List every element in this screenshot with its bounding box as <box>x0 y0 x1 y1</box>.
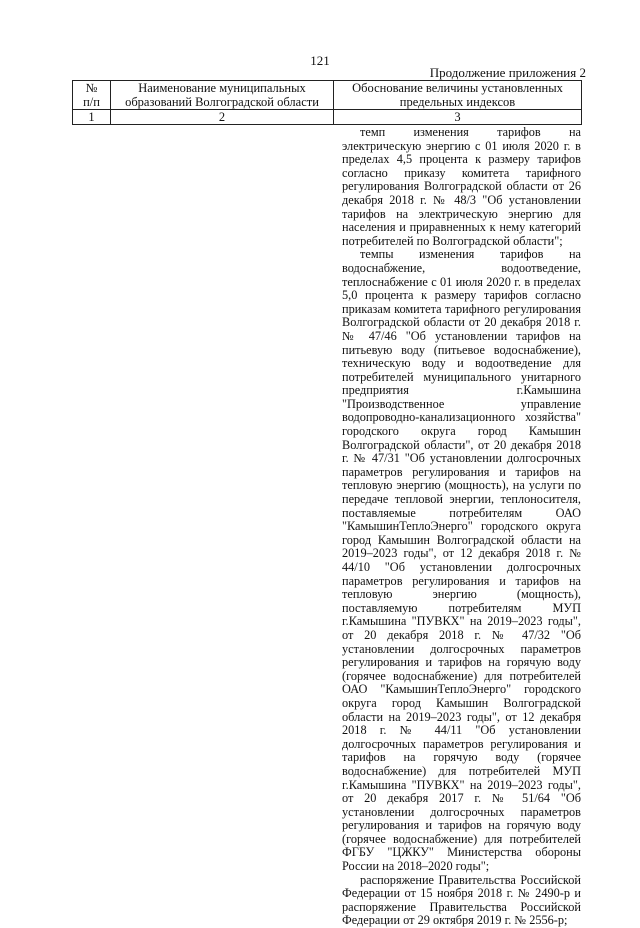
header-cell-justification <box>334 81 582 110</box>
paragraph-water-heat-tariffs: темпы изменения тарифов на водоснабжение, водоотведение, теплоснабжение с 01 июля 2020 г. в пределах 5,0 процента к размеру тарифов согласно приказам комитета тарифного регулирования Волгоградской области от 20 декабря 2018 г. № 47/46 "Об установлении тарифов на питьевую воду (питьевое водоснабжение), техническую воду и водоотведение для потребителей муниципального унитарного предприятия г.Камышина "Производственное управление водопроводно-канализационного хозяйства" городского округа город Камышин Волгоградской области", от 20 декабря 2018 г. № 47/31 "Об установлении долгосрочных параметров регулирования и тарифов на тепловую энергию (мощность), на услуги по передаче тепловой энергии, теплоносителя, поставляемые потребителям ОАО "КамышинТеплоЭнерго" городского округа город Камышин Волгоградской области на 2019–2023 годы", от 12 декабря 2018 г. № 44/10 "Об установлении долгосрочных параметров регулирования и тарифов на тепловую энергию (мощность), поставляемую потребителям МУП г.Камышина "ПУВКХ" на 2019–2023 годы", от 20 декабря 2018 г. № 47/32 "Об установлении долгосрочных параметров регулирования и тарифов на горячую воду (горячее водоснабжение) для потребителей ОАО "КамышинТеплоЭнерго" городского округа город Камышин Волгоградской области на 2019–2023 годы", от 12 декабря 2018 г. № 44/11 "Об установлении долгосрочных параметров регулирования и тарифов на горячую воду (горячее водоснабжение) для потребителей МУП г.Камышина "ПУВКХ" на 2019–2023 годы", от 20 декабря 2017 г. № 51/64 "Об установлении долгосрочных параметров регулирования и тарифов на горячую воду (горячее водоснабжение) для потребителей ФГБУ "ЦЖКУ" Министерства обороны России на 2018–2020 годы"; <box>342 247 581 874</box>
header-cell-number <box>73 81 111 110</box>
header-justification-line2: предельных индексов <box>399 95 516 109</box>
page-number: 121 <box>310 53 330 68</box>
column-number-1: 1 <box>73 110 111 125</box>
table-header <box>72 80 582 125</box>
justification-text <box>342 126 581 928</box>
paragraph-government-orders: распоряжение Правительства Российской Федерации от 15 ноября 2018 г. № 2490-р и распоряжение Правительства Российской Федерации от 29 октября 2019 г. № 2556-р; <box>342 872 581 928</box>
header-number-line2: п/п <box>83 95 100 109</box>
header-number-line1: № <box>85 81 98 95</box>
header-name-line2: образований Волгоградской области <box>125 95 319 109</box>
header-justification-line1: Обоснование величины установленных <box>352 81 563 95</box>
header-cell-name <box>111 81 334 110</box>
continuation-heading: Продолжение приложения 2 <box>429 65 586 80</box>
paragraph-electric-tariff: темп изменения тарифов на электрическую энергию с 01 июля 2020 г. в пределах 4,5 процента к размеру тарифов согласно приказу комитета тарифного регулирования Волгоградской области от 26 декабря 2018 г. № 48/3 "Об установлении тарифов на электрическую энергию для населения и приравненных к нему категорий потребителей по Волгоградской области"; <box>342 125 581 248</box>
column-number-2: 2 <box>111 110 334 125</box>
column-number-row <box>73 110 582 125</box>
header-name-line1: Наименование муниципальных <box>138 81 306 95</box>
header-row <box>73 81 582 110</box>
column-number-3: 3 <box>334 110 582 125</box>
